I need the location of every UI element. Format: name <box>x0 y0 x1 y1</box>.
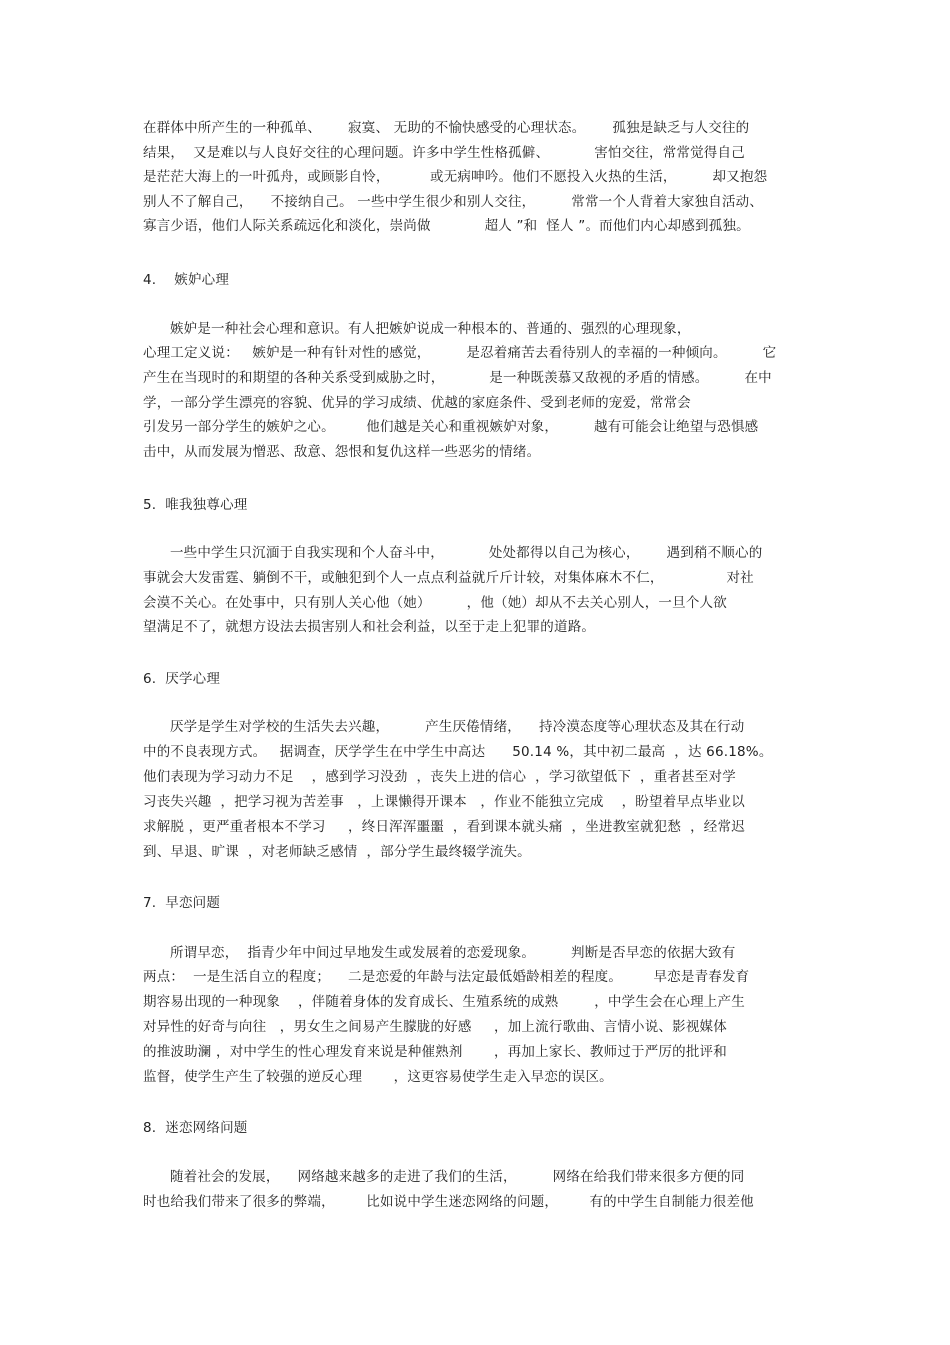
text-line: 寡言少语，他们人际关系疏远化和淡化，崇尚做 超人 ”和 怪人 ”。而他们内心却感到孤独。 <box>143 218 750 234</box>
text-line: 结果， 又是难以与人良好交往的心理问题。许多中学生性格孤僻、 害怕交往，常常觉得自己 <box>143 145 745 161</box>
text-line: 时也给我们带来了很多的弊端， 比如说中学生迷恋网络的问题， 有的中学生自制能力很差他 <box>143 1194 754 1210</box>
text-line: 随着社会的发展， 网络越来越多的走进了我们的生活， 网络在给我们带来很多方便的同 <box>143 1169 745 1185</box>
text-line: 求解脱 ，更严重者根本不学习 ，终日浑浑噩噩 ，看到课本就头痛 ，坐进教室就犯愁 ，经常迟 <box>143 819 745 835</box>
text-line: 心理工定义说： 嫉妒是一种有针对性的感觉， 是忍着痛苦去看待别人的幸福的一种倾向。 它 <box>143 345 777 361</box>
text-line: 产生在当现时的和期望的各种关系受到威胁之时， 是一种既羡慕又敌视的矛盾的情感。 在中 <box>143 370 772 386</box>
text-line: 他们表现为学习动力不足 ，感到学习没劲 ，丧失上进的信心 ，学习欲望低下 ，重者甚至对学 <box>143 769 736 785</box>
section-heading: 8. 迷恋网络问题 <box>143 1120 248 1136</box>
section-heading: 6. 厌学心理 <box>143 671 221 687</box>
text-line: 击中，从而发展为憎恶、敌意、怨恨和复仇这样一些恶劣的情绪。 <box>143 444 541 460</box>
text-line: 一些中学生只沉湎于自我实现和个人奋斗中， 处处都得以自己为核心， 遇到稍不顺心的 <box>143 545 763 561</box>
text-line: 学，一部分学生漂亮的容貌、优异的学习成绩、优越的家庭条件、受到老师的宠爱，常常会 <box>143 395 691 411</box>
text-line: 嫉妒是一种社会心理和意识。有人把嫉妒说成一种根本的、普通的、强烈的心理现象， <box>143 321 691 337</box>
text-line: 别人不了解自己， 不接纳自己。 一些中学生很少和别人交往， 常常一个人背着大家独自活动、 <box>143 194 764 210</box>
text-line: 是茫茫大海上的一叶孤舟，或顾影自怜， 或无病呻吟。他们不愿投入火热的生活， 却又抱怨 <box>143 169 768 185</box>
text-line: 对异性的好奇与向往 ，男女生之间易产生朦胧的好感 ，加上流行歌曲、言情小说、影视媒体 <box>143 1019 727 1035</box>
text-line: 监督，使学生产生了较强的逆反心理 ，这更容易使学生走入早恋的误区。 <box>143 1069 613 1085</box>
section-heading: 4. 嫉妒心理 <box>143 272 230 288</box>
text-line: 到、早退、旷课 ，对老师缺乏感情 ，部分学生最终辍学流失。 <box>143 844 531 860</box>
section-heading: 5. 唯我独尊心理 <box>143 497 248 513</box>
text-line: 所谓早恋， 指青少年中间过早地发生或发展着的恋爱现象。 判断是否早恋的依据大致有 <box>143 945 736 961</box>
text-line: 引发另一部分学生的嫉妒之心。 他们越是关心和重视嫉妒对象， 越有可能会让绝望与恐惧感 <box>143 419 759 435</box>
text-line: 望满足不了，就想方设法去损害别人和社会利益，以至于走上犯罪的道路。 <box>143 619 596 635</box>
text-line: 在群体中所产生的一种孤单、 寂寞、 无助的不愉快感受的心理状态。 孤独是缺乏与人交往的 <box>143 120 750 136</box>
text-line: 的推波助澜 ，对中学生的性心理发育来说是种催熟剂 ，再加上家长、教师过于严厉的批评和 <box>143 1044 727 1060</box>
text-line: 会漠不关心。在处事中，只有别人关心他（她） ，他（她）却从不去关心别人，一旦个人欲 <box>143 595 727 611</box>
text-line: 两点： 一是生活自立的程度； 二是恋爱的年龄与法定最低婚龄相差的程度。 早恋是青春发育 <box>143 969 750 985</box>
text-line: 习丧失兴趣 ，把学习视为苦差事 ，上课懒得开课本 ，作业不能独立完成 ，盼望着早点毕业以 <box>143 794 745 810</box>
text-line: 期容易出现的一种现象 ，伴随着身体的发育成长、生殖系统的成熟 ，中学生会在心理上产生 <box>143 994 745 1010</box>
text-line: 事就会大发雷霆、躺倒不干，或触犯到个人一点点利益就斤斤计较，对集体麻木不仁， 对社 <box>143 570 754 586</box>
text-line: 厌学是学生对学校的生活失去兴趣， 产生厌倦情绪， 持冷漠态度等心理状态及其在行动 <box>143 719 745 735</box>
text-line: 中的不良表现方式。 据调查，厌学学生在中学生中高达 50.14 %，其中初二最高 ，达 66.18%。 <box>143 744 773 760</box>
section-heading: 7. 早恋问题 <box>143 895 221 911</box>
